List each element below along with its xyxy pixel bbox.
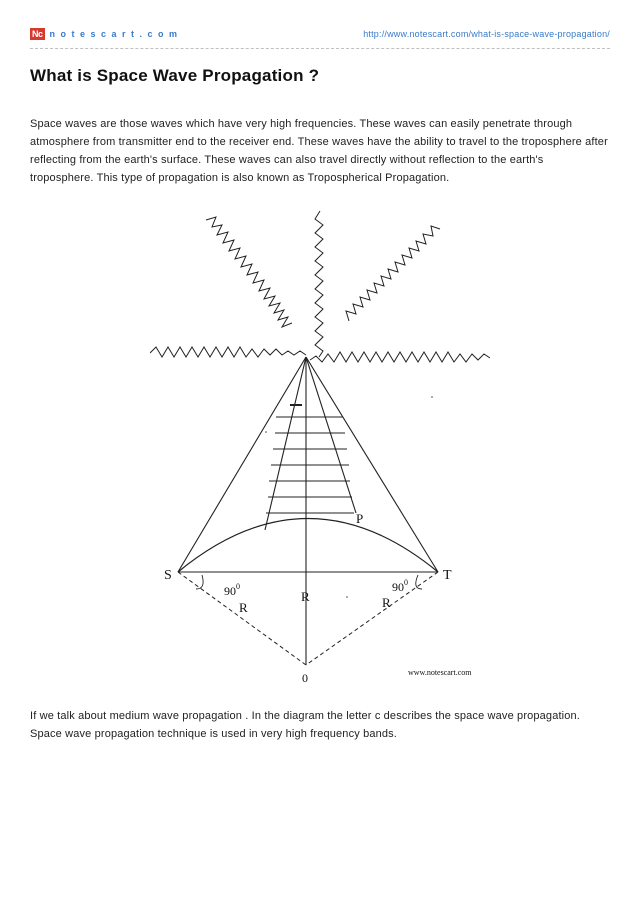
wave-right-horizontal <box>310 352 490 362</box>
angle-left-value: 90 <box>224 584 236 598</box>
page-header <box>30 28 610 44</box>
space-wave-diagram <box>150 205 490 685</box>
label-p: P <box>356 511 364 526</box>
logo-mark: Nc <box>32 29 43 39</box>
wave-upper-left <box>206 217 292 327</box>
label-r-left: R <box>239 600 248 615</box>
label-t: T <box>443 568 452 583</box>
radiated-waves <box>150 211 490 362</box>
angle-right <box>392 578 408 594</box>
earth-surface-arc <box>178 519 438 573</box>
propagation-lines <box>178 357 438 665</box>
label-o: 0 <box>302 671 308 685</box>
outro-paragraph: If we talk about medium wave propagation . In the diagram the letter c describes the space wave propagation. Space wave propagation technique is used in very high frequency bands. <box>30 710 581 740</box>
degree-right: 0 <box>404 578 408 587</box>
label-r-center: R <box>301 589 310 604</box>
wave-left-horizontal <box>150 347 306 357</box>
article-title: What is Space Wave Propagation ? <box>30 66 320 85</box>
wave-center <box>315 211 323 357</box>
label-r-right: R <box>382 595 391 610</box>
logo-text: n o t e s c a r t . c o m <box>49 29 179 39</box>
troposphere-layers <box>266 405 354 513</box>
angle-right-value: 90 <box>392 580 404 594</box>
page-url-link[interactable]: http://www.notescart.com/what-is-space-wave-propagation/ <box>363 29 610 39</box>
right-angle-left <box>196 575 203 589</box>
wave-upper-right <box>346 226 440 321</box>
diagram-watermark: www.notescart.com <box>408 668 472 677</box>
site-logo[interactable] <box>30 28 179 40</box>
header-divider <box>30 48 610 49</box>
intro-paragraph: Space waves are those waves which have very high frequencies. These waves can easily penetrate through atmosphere from transmitter end to the receiver end. These waves have the ability to travel to the troposphere after reflecting from the earth's surface. These waves can also travel directly without reflection to the earth's troposphere. This type of propagation is also known as Tropospherical Propagation. <box>30 118 608 184</box>
right-angle-right <box>416 575 422 589</box>
degree-left: 0 <box>236 582 240 591</box>
angle-left <box>224 582 240 598</box>
label-s: S <box>164 568 172 583</box>
